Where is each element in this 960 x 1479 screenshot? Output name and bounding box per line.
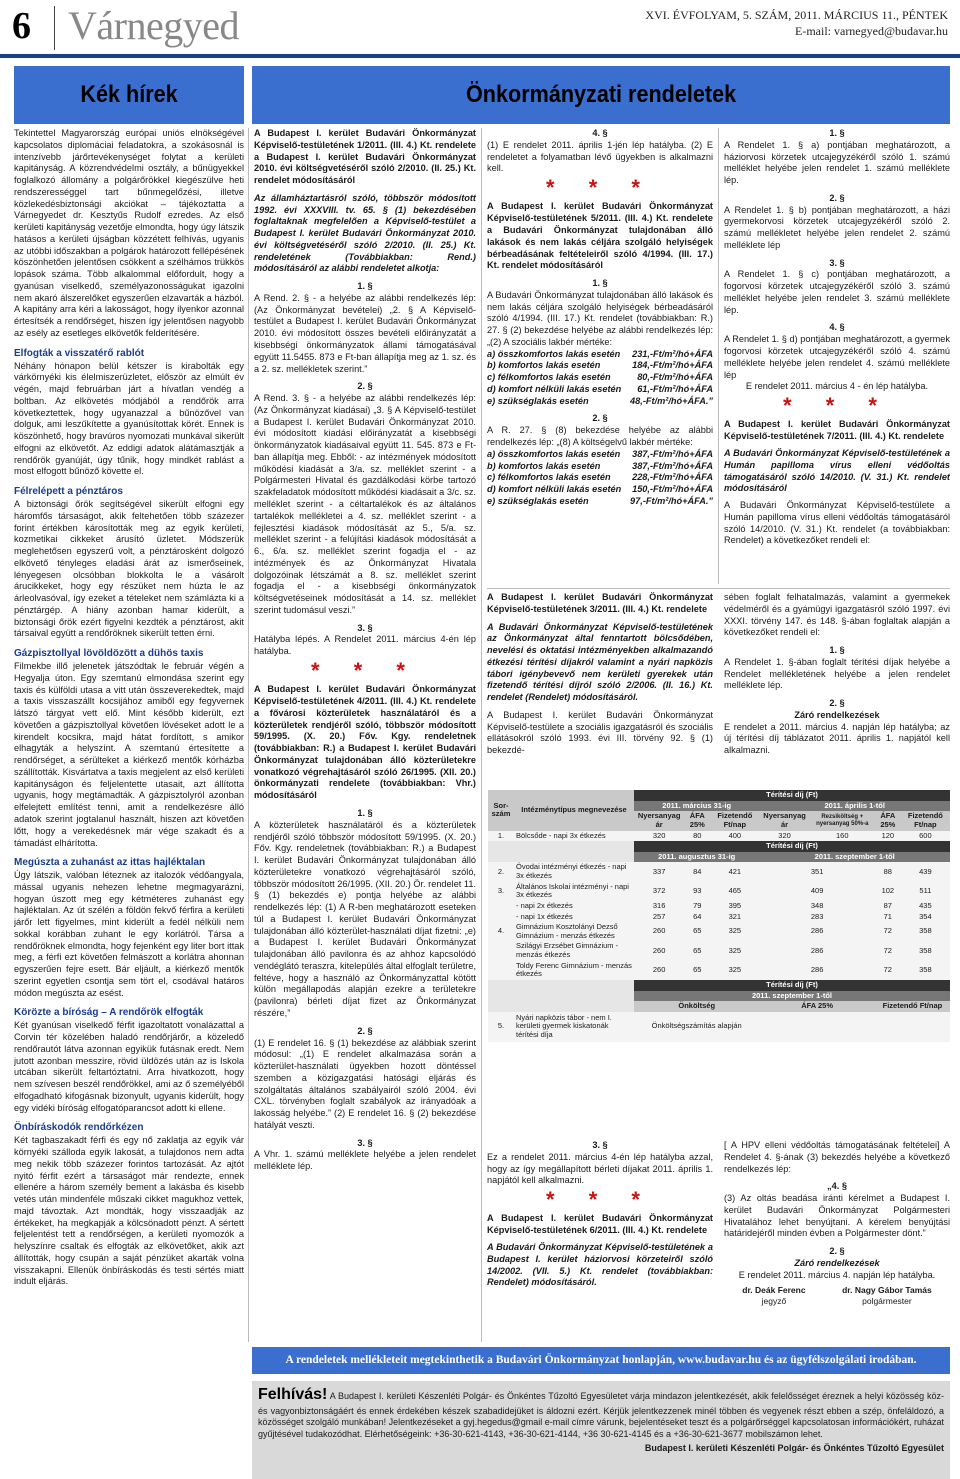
table-header: Fizetendő Ft/nap	[875, 1001, 950, 1012]
column-divider	[718, 128, 719, 584]
table-cell: 325	[728, 964, 742, 974]
issue-line: XVI. ÉVFOLYAM, 5. SZÁM, 2011. MÁRCIUS 11., PÉNTEK	[645, 8, 948, 22]
table-header: Sor-szám	[488, 790, 514, 831]
rate-row	[487, 396, 713, 408]
table-cell: 65	[693, 964, 702, 974]
table-header: 2011. április 1-től	[759, 801, 950, 812]
table-header: Fizetendő Ft/nap	[710, 811, 759, 830]
signature-block	[842, 1285, 932, 1307]
rate-value: 387,-Ft/m²/hó+ÁFA	[632, 460, 713, 471]
separator-stars: * * *	[311, 657, 419, 683]
email-link[interactable]: E-mail: varnegyed@budavar.hu	[795, 23, 948, 38]
section-banner-right	[252, 66, 950, 124]
table-cell: 321	[728, 911, 742, 921]
decree-column-3	[724, 128, 950, 584]
section-text: (1) E rendelet 16. § (1) bekezdése az alábbiak szerint módosul: „(1) E rendelet alkalmazása során a közterület-használati ügyekben hozott döntéssel szemben a közigazgatási hatósági eljárás és szolgáltatás általános szabályairól szóló 2004. évi CXL. törvényben foglalt szabályok az irányadóak a lakosság helyébe.” (2) E rendelet 16. § (2) bekezdése hatályát veszti.	[254, 1037, 476, 1130]
table-cell: 64	[693, 911, 702, 921]
decree-heading: A Budapest I. kerület Budavári Önkormányzat Képviselő-testületének 1/2011. (III. 4.) Kt. rendelete a Budapest I. kerület Budavári Önkormányzat 2010. évi költségvetéséről szóló 2/2010. (II. 25.) Kt. rendelet módosításáról	[254, 128, 476, 186]
table-cell: 337	[652, 866, 666, 876]
section-number: 2. §	[829, 1246, 845, 1257]
section-number: 4. §	[592, 128, 608, 138]
decree-preamble: Az államháztartásról szóló, többször módosított 1992. évi XXXVIII. tv. 65. § (1) bekezdésében foglaltaknak megfelelően a Képviselő-testület a Budapest I. kerület Budavári Önkormányzat 2010. évi költségvetéséről szóló 2/2010. (II. 25.) Kt. rendeletének (Továbbiakban: Rend.) módosításáról az alábbi rendeletet alkotja:	[254, 192, 476, 274]
table-cell	[488, 901, 514, 912]
section-number: 2. §	[357, 381, 373, 392]
table-row	[488, 862, 950, 881]
table-header: Térítési díj (Ft)	[634, 980, 950, 991]
news-body: Két tagbaszakadt férfi és egy nő zaklatja az egyik vár környéki szálloda egyik lakosát, a tulajdonos nem adta meg nekik több százezer forintos tartozását. Az ajtót nyitó férfit ezért a társaságot már rendezte, ennek ellenére a három személy bement a lakásba és kisebb vetés után mindenféle műszaki cikket magukhoz vettek, majd távoztak. Azt mondták, hogy visszaadják az értékeket, ha megkapják a kölcsönadott pénzt. A sértett feljelentést tett a rendőrségen, a kerületi nyomozók a helyszínre csaltak és elfogták az elkövetőket, akik azt állították, hogy csupán a saját pénzüket akarták volna visszakapni. Ellenük önbíráskodás és testi sértés miatt indult eljárás.	[14, 1135, 244, 1287]
rate-row	[487, 484, 713, 496]
section-number: 2. §	[592, 413, 608, 424]
table-cell: 439	[919, 866, 932, 876]
section-number: „4. §	[827, 1181, 847, 1192]
rate-label: d) komfort nélküli lakás esetén	[487, 383, 622, 394]
section-text: A Rend. 2. § - a helyébe az alábbi rendelkezés lép: (Az Önkormányzat bevételei) „2. § A Képviselő-testület a Budapest I. kerület Budavári Önkormányzat 2010. évi módosított összes bevételi előirányzatát a kisebbségi önkormányzatok állami támogatásával együtt 11.5455. 873 e Ft-ban állapítja meg az 1. sz. és a 2. sz. mellékletek szerint.”	[254, 292, 476, 374]
rate-row	[487, 496, 713, 508]
table-header: Nyersanyag ár	[759, 811, 809, 830]
table-header: Intézménytípus megnevezése	[514, 790, 634, 831]
news-title: Gázpisztollyal lövöldözött a dühös taxis	[14, 648, 204, 660]
signer-role: polgármester	[862, 1296, 912, 1307]
table-cell: 395	[728, 900, 742, 910]
rate-label: e) szükséglakás esetén	[487, 395, 589, 406]
table-cell	[488, 961, 514, 980]
section-number: 2. §	[357, 1025, 373, 1036]
rate-value: 387,-Ft/m²/hó+ÁFA	[632, 448, 713, 459]
table-cell: 257	[652, 911, 666, 921]
column-divider	[481, 128, 482, 1342]
table-cell: Toldy Ferenc Gimnázium - menzás étkezés	[516, 960, 632, 979]
table-header: Nyersanyag ár	[634, 811, 684, 830]
section-number: 4. §	[829, 322, 845, 333]
table-row	[488, 961, 950, 980]
section-number: 1. §	[592, 278, 608, 289]
rate-label: a) összkomfortos lakás esetén	[487, 348, 621, 359]
table-cell	[488, 941, 514, 960]
section-number: 3. §	[829, 257, 845, 268]
decree-body: A Budavári Önkormányzat Képviselő-testülete a Humán papilloma vírus elleni védőoltás támogatásáról szóló 14/2010. (V. 31.) Kt. rendelet (a továbbiakban: Rendelet) a következőket rendeli el:	[724, 500, 950, 546]
table-cell: 102	[881, 885, 895, 895]
table-cell	[488, 912, 514, 923]
table-cell: Általános Iskolai intézményi - napi 3x étkezés	[516, 881, 629, 900]
table-cell: 286	[810, 926, 824, 936]
section-banner-left	[14, 66, 244, 124]
table-row	[488, 912, 950, 923]
table-cell: 84	[693, 866, 702, 876]
news-title: Megúszta a zuhanást az ittas hajléktalan	[14, 857, 206, 869]
table-header: Rezsiköltség + nyersanyag 50%-a	[810, 811, 875, 830]
news-intro: Tekintettel Magyarország európai uniós elnökségével kapcsolatos diplomáciai feladatokra, a szokásosnál is intenzívebb járőrtevékenységet folytat a kerületi kapitányság. A közrendvédelmi osztály, a bűnügyekkel foglalkozó állomány a polgárőrökkel kiegészülve heti rendszerességgel tart bűnmegelőzési, illetve közlekedésbiztonsági akciókat – tájékoztatta a Várnegyedet dr. Kesztyűs Rudolf ezredes. Az első kerületi kapitányság vezetője elmondta, hogy úgy látszik hatásos a kerületi újságban közzétett felhívás, ugyanis az utóbbi időszakban a polgárok határozott fellépésének köszönhetően jelentősen csökkent a szélhámos trükkös lopások száma. Több alkalommal előfordult, hogy a gyanúsan viselkedő, személyazonosságukat igazolni nem akaró álszerelőket egyszerűen elzavarták a házból. A kapitány arra kéri a lakosságot, hogy ilyenkor azonnal értesítsék a rendőrséget, hiszen így jelentősen nagyobb az esély az esetleges elkövetők felderítésére.	[14, 128, 244, 339]
rate-label: b) komfortos lakás esetén	[487, 360, 601, 371]
table-header: ÁFA 25%	[875, 811, 901, 830]
section-number: 3. §	[357, 622, 373, 633]
table-row	[488, 882, 950, 901]
section-text: [ A HPV elleni védőoltás támogatásának feltételei] A Rendelet 4. §-ának (3) bekezdés helyébe a következő rendelkezés lép:	[724, 1140, 950, 1174]
table-cell: Óvodai intézményi étkezés - napi 3x étkezés	[516, 862, 627, 880]
table-cell: 286	[810, 964, 824, 974]
decree-3-block	[487, 592, 713, 788]
separator-stars: * * *	[546, 175, 654, 201]
section-number: 1. §	[829, 128, 845, 138]
section-title: Záró rendelkezések	[794, 1257, 880, 1268]
table-cell: 2.	[497, 866, 505, 876]
table-cell: 435	[919, 900, 932, 910]
page-number: 6	[12, 5, 31, 47]
section-number: 1. §	[829, 645, 845, 656]
signer-role: jegyző	[761, 1296, 787, 1307]
table-header: Térítési díj (Ft)	[634, 841, 950, 852]
table-row	[488, 941, 950, 960]
table-cell: 511	[919, 885, 932, 895]
callout-text: A Budapest I. kerületi Készenléti Polgár- és Önkéntes Tűzoltó Egyesületet várja mindazon jelentkezését, akik felelősséget éreznek a helyi közösség köz- és vagyonbiztonságáért és ennek érdekében készek szabadidejüket is áldozni ezért. Kérjük jelentkezzenek minél többen és vegyenek részt ebben a szép, önfeláldozó, a közösséget szolgáló munkában! Jelentkezéseket a gyj.hegedus@gmail e-mail címre várunk, bejelentéseket teszt és a polgárőrséggel kapcsolatosan információkért, ruházat gyűjtésével tudakozódhat. Elérhetőségeink: +36-30-621-4143, +36-30-621-4144, +36 30-621-4145 és a +36-30-621-3677 mobilszámon lehet.	[258, 1391, 945, 1440]
rate-label: d) komfort nélküli lakás esetén	[487, 484, 622, 495]
decree-body: A Budapest I. kerület Budavári Önkormányzat Képviselő-testülete a szociális igazgatásról és szociális ellátásokról szóló 1993. évi III. törvény 92. § (1) bekezdé-	[487, 709, 713, 756]
signature-block	[742, 1285, 805, 1307]
section-number: 2. §	[829, 192, 845, 203]
decree-heading: A Budapest I. kerület Budavári Önkormányzat Képviselő-testületének 4/2011. (III. 4.) Kt. rendelete a fővárosi közterületek használatáról és a közterületek rendjéről szóló, többször módosított 59/1995. (X. 20.) Főv. Kgy. rendeletnek (továbbiakban: R.) a Budapest I. kerület Budavári Önkormányzat tulajdonában álló közterületekre vonatkozó végrehajtásáról szóló 26/1995. (XII. 20.) önkormányzati rendelete (továbbiakban: Vhr.) módosításáról	[254, 684, 476, 801]
table-cell: 5.	[497, 1021, 505, 1031]
section-text: A Rendelet 1. § b) pontjában meghatározott, a házi gyermekorvosi körzetek utcajegyzékéről szóló 2. számú mellékletet helyébe jelen rendelet 2. számú melléklete lép	[724, 204, 950, 250]
news-title: Önbíráskodók rendőrkézen	[14, 1122, 144, 1134]
table-cell: 354	[919, 911, 932, 921]
rate-value: 184,-Ft/m²/hó+ÁFA	[632, 360, 713, 371]
table-cell: 93	[693, 885, 702, 895]
section-text: A R. 27. § (8) bekezdése helyébe az alábbi rendelkezés lép: „(8) A költségelvű lakbér mértéke:	[487, 425, 713, 447]
table-cell: 87	[883, 900, 892, 910]
table-row	[488, 901, 950, 912]
table-header: ÁFA 25%	[759, 1001, 874, 1012]
page-header	[0, 0, 960, 58]
table-cell: 72	[883, 926, 892, 936]
brand-title: Várnegyed	[68, 3, 239, 48]
table-header: Önköltség	[634, 1001, 759, 1012]
news-body: Két gyanúsan viselkedő férfit igazoltatott vonalázattal a Corvin tér közelében haladó rendőrjárőr, a közeledő rendőrautót látva azonnan egyikük futásnak eredt. Nem jutott azonban messzire, rövid üldözés után az is Iskola utcában sikerült feltartóztatni. Arra hivatkozott, hogy nem szívesen beszél rendőrökkel, ami az ő személyéből elfogadható kifogásnak bizonyult, ugyanis kiderült, hogy egy vidéki bíróság elfogatóparancsot adott ki ellene.	[14, 1020, 244, 1113]
rate-value: 97,-Ft/m²/hó+ÁFA.”	[630, 495, 713, 506]
rent-rate-list	[487, 449, 713, 508]
decree-heading: A Budapest I. kerület Budavári Önkormányzat Képviselő-testületének 5/2011. (III. 4.) Kt. rendelete a Budavári Önkormányzat tulajdonában álló lakások és nem lakás céljára szolgáló helyiségek bérbeadásának feltételeiről szóló 4/1994. (III. 17.) Kt. rendelet módosításáról	[487, 201, 713, 271]
table-cell: 260	[652, 926, 666, 936]
decree-title: A Budavári Önkormányzat Képviselő-testületének a Budapest I. kerület háziorvosi körzeteiről szóló 14/2002. (VII. 5.) Kt. rendelet (továbbiakban: Rendelet) módosításáról.	[487, 1241, 713, 1288]
table-cell: 351	[810, 866, 824, 876]
section-text: A Rendelet 1. §-ában foglalt térítési díjak helyébe a Rendelet mellékletének helyébe a jelen rendelet melléklete lép.	[724, 656, 950, 691]
table-header: 2011. szeptember 1-től	[634, 991, 950, 1002]
table-cell: 400	[728, 830, 742, 840]
table-cell: 1.	[497, 830, 505, 840]
table-cell: 358	[919, 964, 932, 974]
table-cell: 260	[652, 945, 666, 955]
table-cell: 283	[810, 911, 824, 921]
section-text: (1) E rendelet 2011. április 1-jén lép hatályba. (2) E rendeletet a folyamatban lévő ügyekben is alkalmazni kell.	[487, 139, 713, 174]
table-cell: 320	[652, 830, 666, 840]
rate-label: a) összkomfortos lakás esetén	[487, 448, 621, 459]
table-cell: 120	[881, 830, 895, 840]
table-cell: 409	[810, 885, 824, 895]
table-header: ÁFA 25%	[684, 811, 710, 830]
news-title: Félrelépett a pénztáros	[14, 486, 123, 498]
rate-label: c) félkomfortos lakás esetén	[487, 372, 611, 383]
decree-column-3-lower	[724, 1140, 950, 1340]
table-cell: 325	[728, 945, 742, 955]
table-header: 2011. szeptember 1-től	[759, 852, 950, 863]
news-body: A biztonsági őrök segítségével sikerült elfogni egy háromfős társaságot, akik feltehetően több százezer forint értékben károsították meg az egyik kerületi, kozmetikai cikkeket árusító üzletet. Módszerük meglehetősen egyszerű volt, a pénztárosként dolgozó elkövető tényleges eladási árát az ismerőseinek, lényegesen olcsóbban blokkolta le a vásárolt árucikkeket, hogy egy részüket nem húzta le az árleolvasóval, így ezeket a tételeket nem számlázta ki a pénztárgép. A hiány azonban hamar kiderült, a biztonsági őrök ezért figyelni kezdték a pénztárost, akit társaival együtt a rendőröknek sikerült tetten érni.	[14, 499, 244, 639]
section-text: Ez a rendelet 2011. március 4-én lép hatályba azzal, hogy az így megállapított bérleti díjakat 2011. április 1. napjától kell alkalmazni.	[487, 1151, 713, 1186]
section-number: 1. §	[357, 807, 373, 818]
rate-value: 228,-Ft/m²/hó+ÁFA	[632, 472, 713, 483]
table-cell: Gimnázium Kosztolányi Dezső Gimnázium - menzás étkezés	[516, 922, 618, 940]
table-cell: 71	[883, 911, 892, 921]
table-cell: 348	[810, 900, 824, 910]
rate-row	[487, 384, 713, 396]
table-cell: 600	[919, 830, 932, 840]
section-text: (3) Az oltás beadása iránti kérelmet a Budapest I. kerület Budavári Önkormányzat Polgármesteri Hivatalához lehet benyújtani. A kérelem benyújtási határidejéről minden évben a Polgármester dönt.”	[724, 1193, 950, 1239]
signer-name: dr. Nagy Gábor Tamás	[842, 1285, 932, 1296]
decree-column-2-lower	[487, 1140, 713, 1340]
callout-label: Felhívás!	[258, 1386, 328, 1403]
header-divider	[54, 6, 55, 50]
table-cell: 160	[836, 830, 849, 840]
table-cell: 421	[728, 866, 742, 876]
section-title: Záró rendelkezések	[794, 709, 880, 720]
decree-heading: A Budapest I. kerület Budavári Önkormányzat Képviselő-testületének 7/2011. (III. 4.) Kt. rendelete	[724, 419, 950, 442]
table-cell: Önköltségszámítás alapján	[651, 1021, 742, 1031]
table-row	[488, 922, 950, 941]
table-cell: 79	[693, 900, 702, 910]
section-text: A Budavári Önkormányzat tulajdonában álló lakások és nem lakás céljára szolgáló helyiségek bérbeadásáról szóló 4/1994. (III. 17.) Kt. rendelet (továbbiakban: R.) 27. § (2) bekezdése helyébe az alábbi rendelkezés lép: „(2) A szociális lakbér mértéke:	[487, 289, 713, 347]
rate-row	[487, 372, 713, 384]
section-text: A Rend. 3. § - a helyébe az alábbi rendelkezés lép: (Az Önkormányzat kiadásai) „3. § A Képviselő-testület a Budapest I. kerület Budavári Önkormányzat 2010. évi módosított kiadási előirányzatát a kisebbségi önkormányzatok kiadásaival együtt 11. 545. 873 e Ft-ban állapítja meg. Ebből: - az intézmények módosított működési kiadását a 3/a. sz. melléklet szerint - a Polgármesteri Hivatal és gazdálkodási körbe tartozó szakfeladatok módosított működési kiadásait a 3/c. sz. melléklet szerint - a céltartalékok és az általános tartalékok mellékletei a 4. sz. melléklet szerint - a fejlesztési kiadások módosítását az 5., 5/a. sz. melléklet szerint - a felújítási kiadások módosítását a 6., 6/a. sz. melléklet szerint fogadja el - az intézmények és az Önkormányzat Hivatala dolgozóinak létszámát a 8. sz. melléklet szerint fogadja el - a kisebbségi önkormányzatok költségvetéseinek módosítását a 14. sz. melléklet szerint tudomásul veszi.”	[254, 393, 476, 615]
table-cell: 260	[652, 964, 666, 974]
section-text: A közterületek használatáról és a közterületek rendjéről szóló többször módosított 59/1995. (X. 20.) Főv. Kgy. rendeletnek (továbbiakban: R.) a Budapest I. kerület Budavári Önkormányzat tulajdonában álló közterületekre vonatkozó végrehajtásáról szóló, többször módosított 26/1995. (XII. 20.) Ör. rendelet 11. § (1) bekezdés e) pontja helyébe az alábbi rendelkezés lép: (1) A R-ben meghatározott eseteken túl a Budapest I. kerület Budavári Önkormányzat tulajdonában álló közterület-használati díjat fizetni: „e) a Budapest I. kerület Budavári Önkormányzat tulajdonában álló pavilonra és az ahhoz kapcsolódó vendéglátó teraszra, kitelepülés által elfoglalt területre, feltéve, hogy a használó az Önkormányzattal kötött külön megállapodás alapján ezekre a területekre (pavilonra) bérleti díjat fizet az Önkormányzat részére,”	[254, 819, 476, 1018]
decree-column-2	[487, 128, 713, 584]
decree-title: A Budavári Önkormányzat Képviselő-testületének a Humán papilloma vírus elleni védőoltás támogatásáról szóló 14/2010. (V. 31.) Kt. rendelet módosításáról	[724, 448, 950, 494]
table-cell: - napi 1x étkezés	[516, 911, 573, 921]
rate-label: c) félkomfortos lakás esetén	[487, 472, 611, 483]
section-rule	[487, 588, 950, 589]
table-row	[488, 1012, 950, 1042]
rate-row	[487, 461, 713, 473]
table-cell: 3.	[497, 885, 505, 895]
section-number: 3. §	[592, 1140, 608, 1150]
table-cell: 465	[728, 885, 742, 895]
decree-title: A Budavári Önkormányzat Képviselő-testületének az Önkormányzat által fenntartott bölcsődében, nevelési és oktatási intézményekben alkalmazandó étkezési térítési díjakról valamint a nyári napközis tábori igénybevevő nem kerületi gyerekek után fizetendő térítési díjról szóló 2/2006. (II. 16.) Kt. rendelet (Rendelet) módosításáról.	[487, 621, 713, 703]
news-body: Filmekbe illő jelenetek játszódtak le február végén a Hegyalja úton. Egy szemtanú elmondása szerint egy taxis és külföldi utasa a vitt után összeverekedtek, majd a taxis visszaszállt kocsijához amiből egy fegyvernek látszó tárgyat vett elő. Mint később kiderült, ezt követően a gázpisztollyal követően lövéseket adott le a kirendelt kocsikra, majd hátat fordított, s amikor elhagyták a helyszínt. A szemtanú értesítette a rendőrséget, a sérülteket a kiérkező mentők kórházba szállították. Kisvártatva a taxis megjelent az első kerületi kapitányságon és feljelentette utasait, azt állította ugyanis, hogy megtámadták. A gázpisztolyról azonban elfelejtett említést tenni, amit a rendelkezésre álló adatok szerint jogtalanul használt, hiszen azt követően lőtt, hogy a verekedésnek már vége szakadt és a támadást elhárította.	[14, 661, 244, 848]
rent-rate-list	[487, 349, 713, 408]
table-cell: 72	[883, 964, 892, 974]
table-cell: 65	[693, 945, 702, 955]
decree-heading: A Budapest I. kerület Budavári Önkormányzat Képviselő-testületének 6/2011. (III. 4.) Kt. rendelete	[487, 1213, 713, 1236]
section-number: 3. §	[357, 1137, 373, 1148]
separator-stars: * * *	[546, 1187, 654, 1213]
rate-value: 80,-Ft/m²/hó+ÁFA	[637, 372, 713, 383]
column-divider	[248, 128, 249, 1342]
table-header: 2011. március 31-ig	[634, 801, 759, 812]
section-text: E rendelet 2011. március 4. napján lép hatályba.	[738, 1269, 936, 1280]
banner-right-title: Önkormányzati rendeletek	[465, 80, 737, 108]
rate-row	[487, 472, 713, 484]
decree-heading: A Budapest I. kerület Budavári Önkormányzat Képviselő-testületének 3/2011. (III. 4.) Kt. rendelete	[487, 592, 713, 614]
section-text: A Vhr. 1. számú melléklete helyébe a jelen rendelet melléklete lép.	[254, 1149, 476, 1172]
table-cell: 320	[778, 830, 791, 840]
table-cell: 372	[652, 885, 666, 895]
table-cell: 65	[693, 926, 702, 936]
signer-name: dr. Deák Ferenc	[742, 1285, 806, 1296]
rate-row	[487, 449, 713, 461]
table-cell: 358	[919, 926, 932, 936]
rate-value: 48,-Ft/m²/hó+ÁFA.”	[630, 395, 713, 406]
rate-label: e) szükséglakás esetén	[487, 495, 589, 506]
table-cell: 88	[883, 866, 892, 876]
section-text: Hatályba lépés. A Rendelet 2011. március 4-én lép hatályba.	[254, 634, 476, 657]
table-header: Térítési díj (Ft)	[634, 790, 950, 801]
separator-stars: * * *	[783, 393, 891, 419]
issue-info	[645, 8, 948, 39]
news-title: Körözte a bíróság – A rendőrök elfogták	[14, 1007, 204, 1019]
banner-left-title: Kék hírek	[80, 80, 178, 108]
table-cell: 316	[652, 900, 666, 910]
table-header: 2011. augusztus 31-ig	[634, 852, 759, 863]
table-cell: Nyári napközis tábor - nem I. kerületi gyermek kiskatonák térítési díja	[516, 1012, 612, 1040]
rate-value: 61,-Ft/m²/hó+ÁFA	[637, 383, 713, 394]
news-body: Néhány hónapon belül kétszer is kirabolták egy várkörnyéki kis élelmiszerüzletet, először az elmúlt év végén, majd februárban járt a hívatlan vendég a boltban. Az elkövetés módjából a rendőrök arra következtettek, hogy ugyanazzal a bűnözővel van dolguk, ami leszűkítette a gyanúsítottak körét. Ennek is köszönhető, hogy bravúros nyomozati munkával sikerült elfogni az elkövetőt. Az eddigi adatok alátámasztják a rendőrök gyanúját, úgy tűnik, hogy mindkét rablást a most elfogott bűnöző követte el.	[14, 360, 244, 477]
news-body: Úgy látszik, valóban léteznek az italozók védőangyala, mással ugyanis nehezen lehetne megmagyarázni, hogyan úszott meg egy kétméteres zuhanást egy hajléktalan. Az út szélén a földön fekvő férfira a kerületi járőr lett figyelmes, mint kiderült a fedél nélküli nem sokkal korábban zuhant le egy korlátról. Társa a rendőröknek elmondta, hogy fejenként egy liter bort ittak meg, a férfi ezt követően felmászott a korlátra ahonnan egyszerűen fejre esett. Bár eljáult, a kiérkező mentők szerint egyetlen csontja sem tört el, csodával határos módon megúszta az esést.	[14, 870, 244, 998]
effective-date: E rendelet 2011. március 4 - én lép hatályba.	[745, 381, 929, 392]
table-cell: - napi 2x étkezés	[516, 900, 573, 910]
section-number: 1. §	[357, 281, 373, 292]
news-title: Elfogták a visszatérő rablót	[14, 347, 145, 359]
section-text: A Rendelet 1. § a) pontjában meghatározott, a háziorvosi körzetek utcajegyzékéről szóló 1. számú melléklet helyébe jelen rendelet 1. számú melléklete lép.	[724, 139, 950, 186]
callout-signature: Budapest I. kerületi Készenléti Polgár- és Önkéntes Tűzoltó Egyesület	[644, 1442, 944, 1453]
decree-body: sében foglalt felhatalmazás, valamint a gyermekek védelméről és a gyámügyi igazgatásról szóló 1997. évi XXXI. törvény 147. és 148. §-ában foglaltak alapján a következőket rendeli el:	[724, 592, 950, 638]
decree-3-continued	[724, 592, 950, 788]
section-text: A Rendelet 1. § d) pontjában meghatározott, a gyermek fogorvosi körzetek utcajegyzékéről szóló 4. számú melléklete helyébe jelen rendelet 4. számú melléklete lép	[724, 334, 950, 380]
footer-notice-bar: A rendeletek mellékleteit megtekinthetik a Budavári Önkormányzat honlapján, www.budavar.hu és az ügyfélszolgálati irodában.	[252, 1347, 950, 1374]
decree-column-1	[254, 128, 476, 1342]
rate-value: 150,-Ft/m²/hó+ÁFA	[632, 484, 713, 495]
table-cell: 80	[693, 830, 702, 840]
rate-label: b) komfortos lakás esetén	[487, 460, 601, 471]
section-number: 2. §	[829, 698, 845, 709]
table-cell: 4.	[497, 926, 505, 936]
left-news-column	[14, 128, 244, 1479]
table-cell: 325	[728, 926, 742, 936]
rate-row	[487, 349, 713, 361]
table-cell: 358	[919, 945, 932, 955]
fee-table	[488, 790, 950, 1042]
section-text: A Rendelet 1. § c) pontjában meghatározott, a fogorvosi körzetek utcajegyzékéről szóló 3. számú melléklet helyébe jelen rendelet 3. számú melléklete lép.	[724, 269, 950, 315]
section-text: E rendelet a 2011. március 4. napján lép hatályba; az új térítési díj táblázatot 2011. április 1. napjától kell alkalmazni.	[724, 721, 950, 756]
table-cell: Bölcsőde - napi 3x étkezés	[516, 830, 606, 840]
rate-value: 231,-Ft/m²/hó+ÁFA	[632, 348, 713, 359]
callout-box	[252, 1381, 950, 1479]
signatures	[724, 1285, 950, 1307]
table-cell: 286	[810, 945, 824, 955]
table-cell: 72	[883, 945, 892, 955]
rate-row	[487, 360, 713, 372]
table-header: Fizetendő Ft/nap	[901, 811, 950, 830]
table-row	[488, 831, 950, 842]
table-cell: Szilágyi Erzsébet Gimnázium - menzás étkezés	[516, 941, 619, 959]
